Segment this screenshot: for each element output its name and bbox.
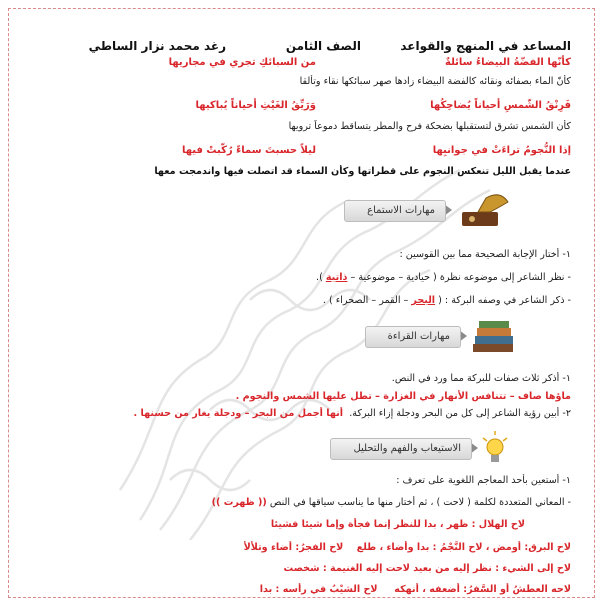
- verse-second-hemistich: وَرَيِّقُ الغَيْثِ أحياناً يُباكيها: [195, 100, 316, 111]
- gramophone-icon: [450, 192, 510, 230]
- poem-verse-2: [40, 100, 571, 116]
- verse-explanation-2: كأن الشمس تشرق لتستقبلها بضحكة فرح والمطر يتساقط دموعاً ترويها: [288, 121, 571, 132]
- reading-question-1: ١- أذكر ثلاث صفات للبركة مما ورد في النص.: [391, 373, 571, 384]
- meaning-2: [38, 541, 571, 555]
- correct-answer: (( ظهرت )): [211, 497, 267, 508]
- comprehension-question-text: [38, 496, 571, 510]
- meaning-text: لاح الفجرُ: أضاء وتلألأ: [243, 542, 344, 553]
- meaning-text: لاحه العطشُ أو السَّفرُ: أضعفه ، أنهكه: [394, 584, 571, 595]
- listening-question-1: ١- أختار الإجابة الصحيحة مما بين القوسين :: [399, 249, 571, 260]
- verse-first-hemistich: كأنّها الفضّةُ البيضاءُ سائلةٌ: [445, 57, 571, 68]
- grade-label: الصف الثامن: [285, 39, 361, 53]
- listening-answer-2: [38, 294, 571, 308]
- verse-first-hemistich: إذا النُّجومُ تراءَتْ في جوانبِها: [432, 145, 571, 156]
- books-icon: [469, 318, 517, 358]
- meaning-1: لاح الهلال : ظهر ، بدا للنظر إنما فجأة وإما شيئا فشيئا: [270, 519, 525, 530]
- correct-answer: البحر: [411, 295, 436, 306]
- correct-answer: ذاتية: [325, 272, 348, 283]
- reading-answer-1: ماؤها صاف – تتنافس الأنهار في الغزارة – تطل عليها الشمس والنجوم .: [235, 391, 571, 402]
- section-comprehension: [330, 430, 510, 464]
- meaning-text: لاح البرق: أومض ، لاح النَّجْمُ : بدا وأضاء ، طلع: [356, 542, 571, 553]
- document-header: [40, 39, 571, 57]
- section-label: الاستيعاب والفهم والتحليل: [330, 438, 472, 460]
- meaning-3: لاح إلى الشيء : نظر إليه من بعيد لاحت إليه الغنيمة : شخصت: [283, 563, 571, 574]
- answer-text: ).: [316, 272, 326, 283]
- subject-title: المساعد في المنهج والقواعد: [400, 39, 571, 53]
- question-text: ٢- أبين رؤية الشاعر إلى كل من البحر ودجلة إزاء البركة.: [349, 408, 571, 419]
- author-name: رغد محمد نزار الساطي: [88, 39, 226, 53]
- answer-text: – القمر – الصحراء ) .: [322, 295, 412, 306]
- verse-second-hemistich: ليلاً حسبتَ سماءً رُكّبتْ فيها: [181, 145, 316, 156]
- comprehension-question-1: ١- أستعين بأحد المعاجم اللغوية على تعرف :: [396, 475, 571, 486]
- section-label: مهارات الاستماع: [344, 200, 446, 222]
- answer-text: - نظر الشاعر إلى موضوعه نظرة ( حيادية – موضوعية –: [347, 272, 571, 283]
- meaning-text: لاح الشيْبُ في رأسه : بدا: [259, 584, 378, 595]
- section-listening: [350, 192, 510, 226]
- listening-answer-1: [38, 271, 571, 285]
- section-label: مهارات القراءة: [365, 326, 461, 348]
- reading-answer-2: أنها أجمل من البحر – ودجلة يغار من حسنها .: [133, 408, 344, 419]
- verse-explanation-3: عندما يقبل الليل تنعكس النجوم على قطراتها وكأن السماء قد اتصلت فيها واندمجت معها: [154, 166, 571, 177]
- verse-second-hemistich: من السبائكِ تجري في مجاريها: [168, 57, 316, 68]
- poem-verse-1: [40, 57, 571, 73]
- lightbulb-icon: [480, 430, 510, 468]
- meaning-4: [38, 583, 571, 597]
- section-reading: [357, 318, 517, 352]
- reading-question-2: [38, 407, 571, 421]
- verse-explanation-1: كأنّ الماء بصفائه ونقائه كالفضة البيضاء زادها صهر سبائكها نقاء وتألقا: [299, 76, 571, 87]
- verse-first-hemistich: فَرِنْقُ الشّمسِ أحياناً يُضاحِكُها: [430, 100, 571, 111]
- answer-text: - ذكر الشاعر في وصفه البركة : (: [435, 295, 571, 306]
- question-text: - المعاني المتعددة لكلمة ( لاحت ) ، ثم أختار منها ما يناسب سياقها في النص: [269, 497, 571, 508]
- poem-verse-3: [40, 145, 571, 161]
